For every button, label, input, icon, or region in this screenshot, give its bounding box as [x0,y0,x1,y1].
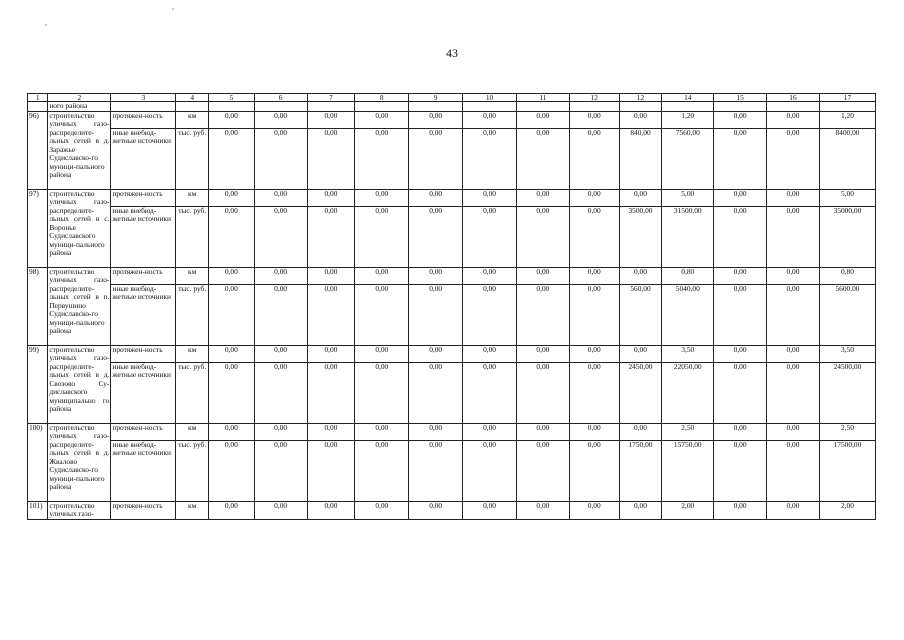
value-cell: 3,50 [662,345,714,362]
value-cell: 0,00 [254,345,307,362]
value-cell: 0,80 [819,267,875,284]
row-number: 101) [28,501,48,519]
value-cell: 0,00 [254,501,307,519]
value-cell: 0,00 [208,345,254,362]
value-cell: 0,00 [767,267,820,284]
value-cell: 31500,00 [662,206,714,267]
value-cell: 0,00 [409,423,463,440]
value-cell: 0,00 [307,206,355,267]
value-cell: 0,00 [307,501,355,519]
value-cell: 0,00 [355,267,409,284]
object-name: строительство уличных газо-распределите-льных сетей в с. Вороньe Судиславского муници-пального района [48,189,111,267]
value-cell: 5,00 [662,189,714,206]
value-cell: 0,00 [516,284,569,345]
empty-cell [355,102,409,112]
empty-cell [111,102,176,112]
value-cell: 0,00 [516,206,569,267]
value-cell: 2450,00 [619,362,662,423]
value-cell: 0,00 [714,284,767,345]
table-row [28,423,876,440]
value-cell: 0,00 [516,501,569,519]
column-number-header: 1 [28,94,48,102]
value-cell: 0,00 [767,189,820,206]
value-cell: 0,00 [463,501,517,519]
indicator-label: протяжен-ность [111,501,176,519]
column-number-header: 11 [516,94,569,102]
value-cell: 0,00 [569,345,619,362]
value-cell: 0,00 [463,362,517,423]
empty-cell [619,102,662,112]
value-cell: 0,00 [355,362,409,423]
value-cell: 0,00 [208,362,254,423]
value-cell: 840,00 [619,128,662,189]
empty-cell [767,102,820,112]
value-cell: 2,50 [819,423,875,440]
object-name: строительство уличных газо-распределите-льных сетей в д. Жвалово Судиславско-го муници-пального района [48,423,111,501]
value-cell: 0,00 [208,284,254,345]
value-cell: 0,00 [254,284,307,345]
column-number-header: 12 [569,94,619,102]
unit-label: тыс. руб. [176,128,209,189]
value-cell: 0,00 [208,423,254,440]
page-number: 43 [446,46,458,60]
unit-label: км [176,345,209,362]
value-cell: 0,00 [619,111,662,128]
indicator-label: иные внебюд-жетные источники [111,362,176,423]
value-cell: 3500,00 [619,206,662,267]
value-cell: 0,00 [307,189,355,206]
value-cell: 0,00 [307,362,355,423]
table-row [28,206,876,267]
table-row [28,345,876,362]
unit-label: тыс. руб. [176,284,209,345]
value-cell: 0,00 [767,501,820,519]
indicator-label: протяжен-ность [111,267,176,284]
indicator-label: протяжен-ность [111,111,176,128]
value-cell: 0,00 [208,501,254,519]
value-cell: 0,00 [254,440,307,501]
value-cell: 0,00 [516,111,569,128]
value-cell: 5,00 [819,189,875,206]
value-cell: 0,00 [767,128,820,189]
value-cell: 0,80 [662,267,714,284]
table-row [28,128,876,189]
value-cell: 0,00 [307,345,355,362]
value-cell: 15750,00 [662,440,714,501]
value-cell: 0,00 [409,440,463,501]
indicator-label: иные внебюд-жетные источники [111,284,176,345]
indicator-label: протяжен-ность [111,345,176,362]
row-number: 99) [28,345,48,423]
value-cell: 0,00 [714,362,767,423]
value-cell: 0,00 [569,423,619,440]
unit-label: км [176,501,209,519]
value-cell: 0,00 [254,128,307,189]
value-cell: 0,00 [619,423,662,440]
value-cell: 0,00 [355,284,409,345]
value-cell: 0,00 [355,111,409,128]
value-cell: 560,00 [619,284,662,345]
value-cell: 0,00 [208,128,254,189]
value-cell: 0,00 [619,189,662,206]
value-cell: 24500,00 [819,362,875,423]
value-cell: 0,00 [516,362,569,423]
column-number-header: 7 [307,94,355,102]
value-cell: 0,00 [516,345,569,362]
value-cell: 0,00 [463,440,517,501]
value-cell: 5600,00 [819,284,875,345]
value-cell: 17500,00 [819,440,875,501]
value-cell: 0,00 [569,440,619,501]
value-cell: 0,00 [208,440,254,501]
column-number-header: 16 [767,94,820,102]
value-cell: 5040,00 [662,284,714,345]
indicator-label: протяжен-ность [111,189,176,206]
value-cell: 0,00 [767,440,820,501]
value-cell: 0,00 [516,440,569,501]
object-name: строительство уличных газо-распределите-льных сетей в д. Свозово Су-диславского муниципально го района [48,345,111,423]
scan-speck [172,8,174,10]
value-cell: 0,00 [516,267,569,284]
empty-cell [28,102,48,112]
empty-cell [463,102,517,112]
value-cell: 0,00 [569,267,619,284]
value-cell: 7560,00 [662,128,714,189]
object-name: строительство уличных газо- [48,501,111,519]
value-cell: 0,00 [714,440,767,501]
table-row [28,440,876,501]
column-number-header: 17 [819,94,875,102]
value-cell: 0,00 [516,128,569,189]
value-cell: 0,00 [307,423,355,440]
column-number-header: 14 [662,94,714,102]
value-cell: 1,20 [819,111,875,128]
value-cell: 0,00 [355,501,409,519]
value-cell: 0,00 [569,111,619,128]
value-cell: 0,00 [569,284,619,345]
column-number-header: 3 [111,94,176,102]
row-number: 98) [28,267,48,345]
value-cell: 0,00 [409,111,463,128]
column-number-header: 12 [619,94,662,102]
row-number: 97) [28,189,48,267]
object-name: строительство уличных газо-распределите-льных сетей в п. Первушино Судиславско-го муници-пального района [48,267,111,345]
value-cell: 0,00 [409,345,463,362]
value-cell: 0,00 [208,111,254,128]
unit-label: тыс. руб. [176,362,209,423]
value-cell: 0,00 [569,362,619,423]
data-table [27,93,876,520]
table-row [28,189,876,206]
value-cell: 0,00 [619,501,662,519]
value-cell: 0,00 [307,128,355,189]
value-cell: 1750,00 [619,440,662,501]
value-cell: 0,00 [714,206,767,267]
unit-label: км [176,111,209,128]
empty-cell [254,102,307,112]
value-cell: 0,00 [254,111,307,128]
value-cell: 0,00 [254,189,307,206]
column-number-header: 9 [409,94,463,102]
value-cell: 0,00 [714,128,767,189]
empty-cell [714,102,767,112]
value-cell: 2,50 [662,423,714,440]
column-number-header: 4 [176,94,209,102]
value-cell: 0,00 [516,423,569,440]
value-cell: 0,00 [409,362,463,423]
empty-cell [307,102,355,112]
value-cell: 0,00 [463,267,517,284]
value-cell: 0,00 [254,423,307,440]
value-cell: 0,00 [619,345,662,362]
value-cell: 0,00 [409,189,463,206]
empty-cell [208,102,254,112]
value-cell: 0,00 [254,267,307,284]
unit-label: км [176,423,209,440]
value-cell: 0,00 [463,284,517,345]
value-cell: 0,00 [569,206,619,267]
value-cell: 0,00 [516,189,569,206]
table-row [28,284,876,345]
table-row [28,267,876,284]
empty-cell [819,102,875,112]
value-cell: 3,50 [819,345,875,362]
value-cell: 0,00 [569,128,619,189]
empty-cell [662,102,714,112]
value-cell: 0,00 [569,501,619,519]
value-cell: 0,00 [767,206,820,267]
value-cell: 0,00 [463,128,517,189]
value-cell: 0,00 [767,362,820,423]
value-cell: 0,00 [619,267,662,284]
value-cell: 0,00 [409,267,463,284]
value-cell: 0,00 [409,128,463,189]
table-body [28,94,876,520]
value-cell: 0,00 [463,423,517,440]
value-cell: 1,20 [662,111,714,128]
value-cell: 0,00 [463,189,517,206]
value-cell: 0,00 [463,345,517,362]
value-cell: 22050,00 [662,362,714,423]
column-number-header: 6 [254,94,307,102]
value-cell: 0,00 [307,267,355,284]
indicator-label: иные внебюд-жетные источники [111,128,176,189]
value-cell: 0,00 [767,345,820,362]
unit-label: км [176,267,209,284]
header-row [28,94,876,102]
column-number-header: 5 [208,94,254,102]
unit-label: км [176,189,209,206]
column-number-header: 10 [463,94,517,102]
table-row [28,362,876,423]
value-cell: 0,00 [409,501,463,519]
scan-speck [45,24,47,26]
value-cell: 0,00 [714,189,767,206]
value-cell: 0,00 [208,206,254,267]
value-cell: 0,00 [714,345,767,362]
value-cell: 0,00 [307,111,355,128]
value-cell: 0,00 [767,111,820,128]
continuation-row [28,102,876,112]
empty-cell [569,102,619,112]
value-cell: 0,00 [355,189,409,206]
indicator-label: протяжен-ность [111,423,176,440]
value-cell: 2,00 [819,501,875,519]
indicator-label: иные внебюд-жетные источники [111,440,176,501]
value-cell: 0,00 [714,267,767,284]
table-row [28,111,876,128]
column-number-header: 2 [48,94,111,102]
value-cell: 0,00 [355,345,409,362]
value-cell: 0,00 [355,128,409,189]
value-cell: 0,00 [767,423,820,440]
value-cell: 0,00 [254,362,307,423]
empty-cell [516,102,569,112]
value-cell: 0,00 [569,189,619,206]
value-cell: 0,00 [355,423,409,440]
value-cell: 0,00 [767,284,820,345]
unit-label: тыс. руб. [176,206,209,267]
value-cell: 0,00 [355,206,409,267]
value-cell: 8400,00 [819,128,875,189]
value-cell: 0,00 [208,189,254,206]
value-cell: 0,00 [409,206,463,267]
value-cell: 0,00 [254,206,307,267]
value-cell: 0,00 [355,440,409,501]
value-cell: 0,00 [714,423,767,440]
value-cell: 0,00 [307,284,355,345]
indicator-label: иные внебюд-жетные источники [111,206,176,267]
unit-label: тыс. руб. [176,440,209,501]
row-number: 100) [28,423,48,501]
value-cell: 0,00 [463,206,517,267]
empty-cell [409,102,463,112]
value-cell: 0,00 [409,284,463,345]
value-cell: 35000,00 [819,206,875,267]
value-cell: 0,00 [307,440,355,501]
continuation-text: ного района [48,102,111,112]
row-number: 96) [28,111,48,189]
object-name: строительство уличных газо-распределите-льных сетей в д. Заражье Судиславско-го муници-пального района [48,111,111,189]
value-cell: 2,00 [662,501,714,519]
value-cell: 0,00 [463,111,517,128]
column-number-header: 8 [355,94,409,102]
empty-cell [176,102,209,112]
value-cell: 0,00 [714,501,767,519]
column-number-header: 15 [714,94,767,102]
table-row [28,501,876,519]
value-cell: 0,00 [714,111,767,128]
value-cell: 0,00 [208,267,254,284]
